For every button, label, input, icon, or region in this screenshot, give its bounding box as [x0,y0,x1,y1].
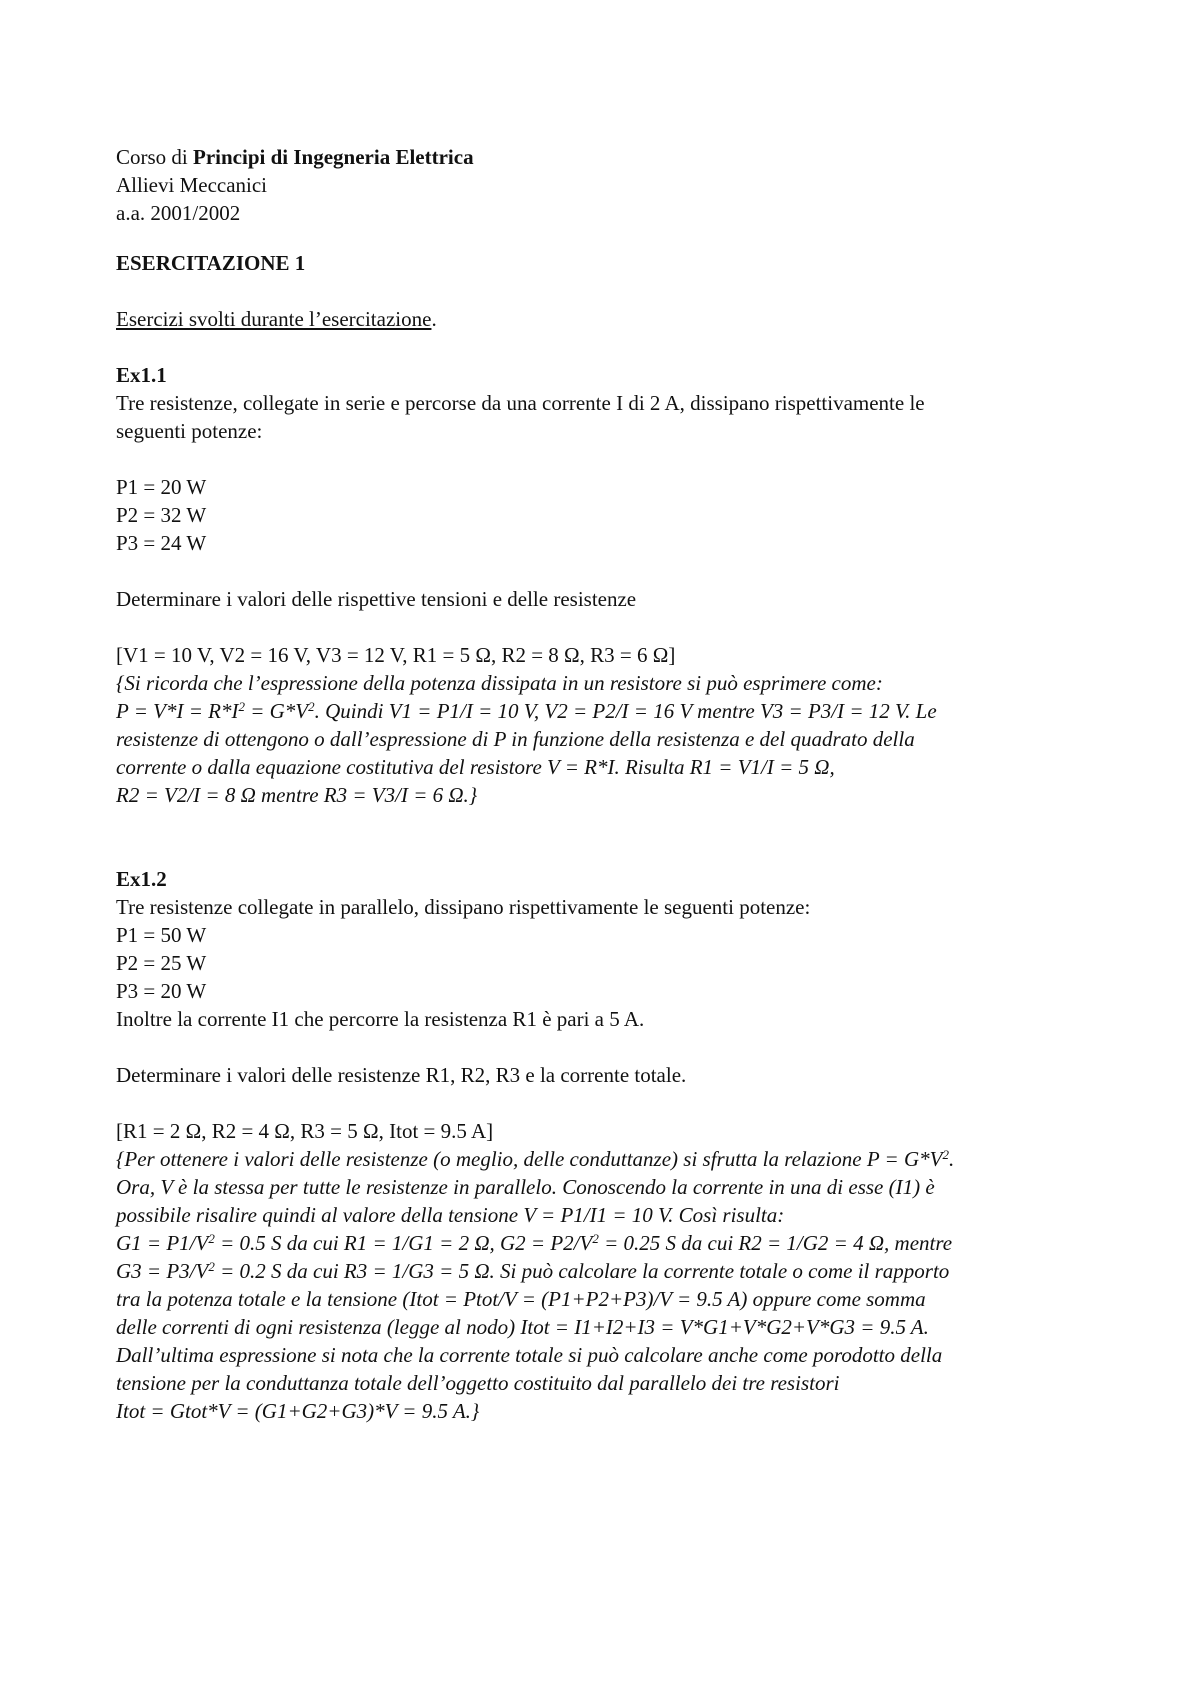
course-name: Principi di Ingegneria Elettrica [193,145,474,169]
solution-text: G3 = P3/V [116,1259,209,1283]
subtitle-line [116,305,1096,333]
superscript: 2 [592,1231,599,1246]
exercise-1-text: seguenti potenze: [116,419,263,443]
solution-text: . [948,1147,955,1171]
exercise-1-answer: [V1 = 10 V, V2 = 16 V, V3 = 12 V, R1 = 5 Ω, R2 = 8 Ω, R3 = 6 Ω] [116,643,676,667]
exercise-1-solution-line: R2 = V2/I = 8 Ω mentre R3 = V3/I = 6 Ω.} [116,783,478,807]
exercise-1-power-p2: P2 = 32 W [116,503,207,527]
exercise-2-task: Determinare i valori delle resistenze R1, R2, R3 e la corrente totale. [116,1063,687,1087]
exercise-2-solution-line: tensione per la conduttanza totale dell’oggetto costituito dal parallelo dei tre resistori [116,1371,840,1395]
exercise-2-solution-line: delle correnti di ogni resistenza (legge al nodo) Itot = I1+I2+I3 = V*G1+V*G2+V*G3 = 9.5 A. [116,1315,929,1339]
exercise-2-solution-line [116,1229,1096,1257]
solution-text: = 0.5 S da cui R1 = 1/G1 = 2 Ω, G2 = P2/V [214,1231,593,1255]
exercise-1-solution-line [116,697,1096,725]
subtitle: Esercizi svolti durante l’esercitazione [116,307,432,331]
exercise-1-text: Tre resistenze, collegate in serie e percorse da una corrente I di 2 A, dissipano rispettivamente le [116,391,925,415]
course-prefix: Corso di [116,145,194,169]
exercise-2-heading: Ex1.2 [116,867,167,891]
superscript: 2 [208,1231,215,1246]
students-line: Allievi Meccanici [116,173,268,197]
exercise-2-answer: [R1 = 2 Ω, R2 = 4 Ω, R3 = 5 Ω, Itot = 9.5 A] [116,1119,494,1143]
exercise-2-power-p3: P3 = 20 W [116,979,207,1003]
exercise-2-power-p2: P2 = 25 W [116,951,207,975]
subtitle-period: . [431,307,437,331]
course-line [116,143,1096,171]
exercise-2-solution-line [116,1145,1096,1173]
exercise-1-heading: Ex1.1 [116,363,167,387]
exercise-1-solution-line: corrente o dalla equazione costitutiva del resistore V = R*I. Risulta R1 = V1/I = 5 Ω, [116,755,835,779]
exercise-2-solution-line: tra la potenza totale e la tensione (Itot = Ptot/V = (P1+P2+P3)/V = 9.5 A) oppure come somma [116,1287,926,1311]
year-line: a.a. 2001/2002 [116,201,241,225]
exercise-2-solution-line: Itot = Gtot*V = (G1+G2+G3)*V = 9.5 A.} [116,1399,480,1423]
superscript: 2 [238,699,245,714]
exercise-1-solution-line: resistenze di ottengono o dall’espressione di P in funzione della resistenza e del quadrato della [116,727,915,751]
solution-text: = 0.25 S da cui R2 = 1/G2 = 4 Ω, mentre [598,1231,953,1255]
solution-text: = G*V [244,699,309,723]
superscript: 2 [942,1147,949,1162]
superscript: 2 [308,699,315,714]
exercise-1-solution-line: {Si ricorda che l’espressione della potenza dissipata in un resistore si può esprimere come: [116,671,883,695]
document-page [116,143,1096,1425]
exercise-2-text: Tre resistenze collegate in parallelo, dissipano rispettivamente le seguenti potenze: [116,895,811,919]
superscript: 2 [208,1259,215,1274]
exercise-2-solution-line: possibile risalire quindi al valore della tensione V = P1/I1 = 10 V. Così risulta: [116,1203,785,1227]
exercise-2-text: Inoltre la corrente I1 che percorre la resistenza R1 è pari a 5 A. [116,1007,645,1031]
exercise-1-task: Determinare i valori delle rispettive tensioni e delle resistenze [116,587,637,611]
solution-text: P = V*I = R*I [116,699,239,723]
exercise-1-power-p3: P3 = 24 W [116,531,207,555]
solution-text: . Quindi V1 = P1/I = 10 V, V2 = P2/I = 16 V mentre V3 = P3/I = 12 V. Le [314,699,937,723]
exercise-2-power-p1: P1 = 50 W [116,923,207,947]
document-title: ESERCITAZIONE 1 [116,251,306,275]
exercise-2-solution-line [116,1257,1096,1285]
solution-text: {Per ottenere i valori delle resistenze (o meglio, delle conduttanze) si sfrutta la relazione P = G*V [116,1147,943,1171]
solution-text: = 0.2 S da cui R3 = 1/G3 = 5 Ω. Si può calcolare la corrente totale o come il rapporto [214,1259,950,1283]
exercise-2-solution-line: Dall’ultima espressione si nota che la corrente totale si può calcolare anche come porodotto della [116,1343,943,1367]
solution-text: G1 = P1/V [116,1231,209,1255]
exercise-1-power-p1: P1 = 20 W [116,475,207,499]
exercise-2-solution-line: Ora, V è la stessa per tutte le resistenze in parallelo. Conoscendo la corrente in una di esse (I1) è [116,1175,935,1199]
